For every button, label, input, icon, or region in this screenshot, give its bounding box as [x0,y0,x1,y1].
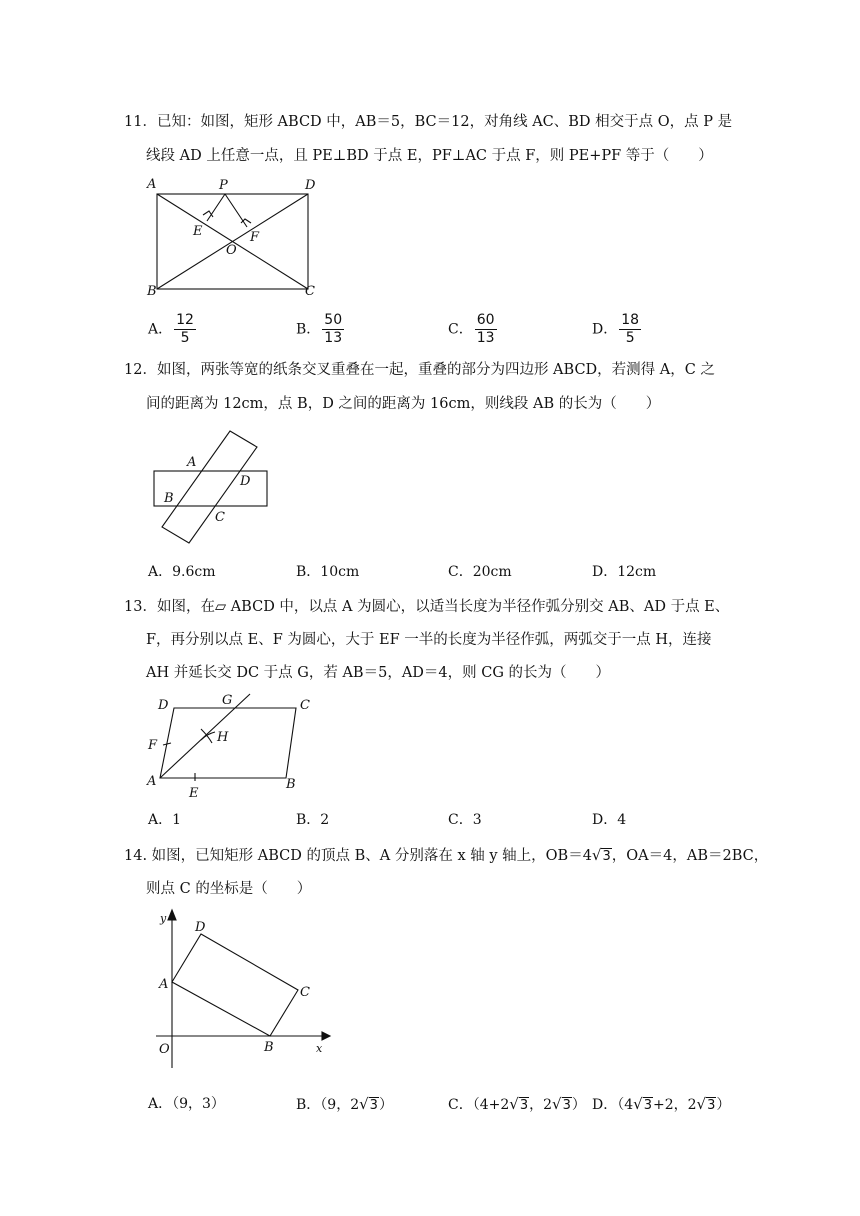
q14-label-d: D [195,920,206,935]
q14-text-line1: 14. 如图，已知矩形 ABCD 的顶点 B、A 分别落在 x 轴 y 轴上，OB＝4√3，OA＝4，AB＝2BC， [124,846,769,864]
q13-figure [140,688,330,800]
q14-option-a[interactable]: A．（9，3） [148,1096,225,1112]
q14-rectangle [172,934,298,1036]
q12-option-c[interactable]: C．20cm [448,564,512,580]
q13-text-line1: 13．如图，在▱ ABCD 中，以点 A 为圆心，以适当长度为半径作弧分别交 AB、AD 于点 E、 [124,599,730,615]
radical-sign: √ [509,1095,519,1113]
q11-label-f: F [250,230,260,245]
q13-text-line3: AH 并延长交 DC 于点 G，若 AB＝5，AD＝4，则 CG 的长为（ ） [146,665,611,681]
q13-label-g: G [222,693,233,708]
q14-label-c: C [300,985,310,1000]
q11-label-e: E [193,224,203,239]
q13-label-b: B [286,777,296,792]
q11-label-d: D [305,178,316,193]
q14-option-c[interactable]: C．（4+2√3，2√3） [448,1095,586,1113]
radical-sign: √ [552,1095,562,1113]
q11-text-line2: 线段 AD 上任意一点，且 PE⊥BD 于点 E，PF⊥AC 于点 F，则 PE+PF 等于（ ） [146,148,713,164]
q13-option-c[interactable]: C．3 [448,812,482,828]
q13-label-a: A [147,774,157,789]
q13-label-c: C [300,698,310,713]
q11-option-c[interactable]: C． $\frac{60}{13}$ [448,312,495,346]
q11-label-o: O [226,243,237,258]
q12-figure [146,425,276,547]
q14-option-d[interactable]: D．（4√3+2，2√3） [592,1095,731,1113]
q11-right-angle-e [203,211,213,217]
q12-label-a: A [187,455,197,470]
q11-label-p: P [219,178,228,193]
q11-label-b: B [147,284,157,299]
q12-option-b[interactable]: B．10cm [296,564,360,580]
q13-label-d: D [158,698,169,713]
q13-label-e: E [189,786,199,800]
q12-text-line1: 12．如图，两张等宽的纸条交叉重叠在一起，重叠的部分为四边形 ABCD，若测得 A，C 之 [124,362,715,378]
q14-text-line2: 则点 C 的坐标是（ ） [146,881,312,897]
q11-label-c: C [305,284,315,299]
q13-text-line2: F，再分别以点 E、F 为圆心，大于 EF 一半的长度为半径作弧，两弧交于一点 H，连接 [146,632,712,648]
q11-option-d[interactable]: D． $\frac{18}{5}$ [592,312,640,346]
q13-label-h: H [217,730,229,745]
q12-label-d: D [240,474,251,489]
q11-figure [140,172,330,302]
q13-option-a[interactable]: A．1 [148,812,182,828]
q11-label-a: A [147,177,157,192]
q11-segment-pf [225,194,247,227]
q14-label-b: B [264,1040,274,1055]
q14-label-y: y [160,912,167,925]
radical-sign: √ [633,1095,643,1113]
q14-figure [152,908,337,1068]
q13-option-b[interactable]: B．2 [296,812,330,828]
q13-option-d[interactable]: D．4 [592,812,627,828]
q11-option-a[interactable]: A． $\frac{12}{5}$ [148,312,194,346]
q13-label-f: F [148,738,158,753]
q14-radical-sign: √ [591,846,602,864]
q14-label-x: x [316,1042,323,1055]
radical-sign: √ [696,1095,707,1113]
q14-option-b[interactable]: B．（9，2√3） [296,1095,393,1113]
q12-label-c: C [215,510,225,525]
q12-option-a[interactable]: A．9.6cm [148,564,216,580]
q14-y-arrow [168,910,176,920]
q14-x-arrow [322,1032,330,1040]
q12-option-d[interactable]: D．12cm [592,564,657,580]
q12-text-line2: 间的距离为 12cm，点 B，D 之间的距离为 16cm，则线段 AB 的长为（ ） [146,396,661,412]
q14-label-a: A [159,977,169,992]
q11-segment-pe [207,194,225,221]
q11-text-line1: 11．已知：如图，矩形 ABCD 中，AB＝5，BC＝12，对角线 AC、BD 相交于点 O，点 P 是 [124,114,733,130]
q14-label-o: O [159,1042,170,1057]
q11-option-b[interactable]: B． $\frac{50}{13}$ [296,312,343,346]
q12-label-b: B [164,491,174,506]
radical-sign: √ [359,1095,369,1113]
